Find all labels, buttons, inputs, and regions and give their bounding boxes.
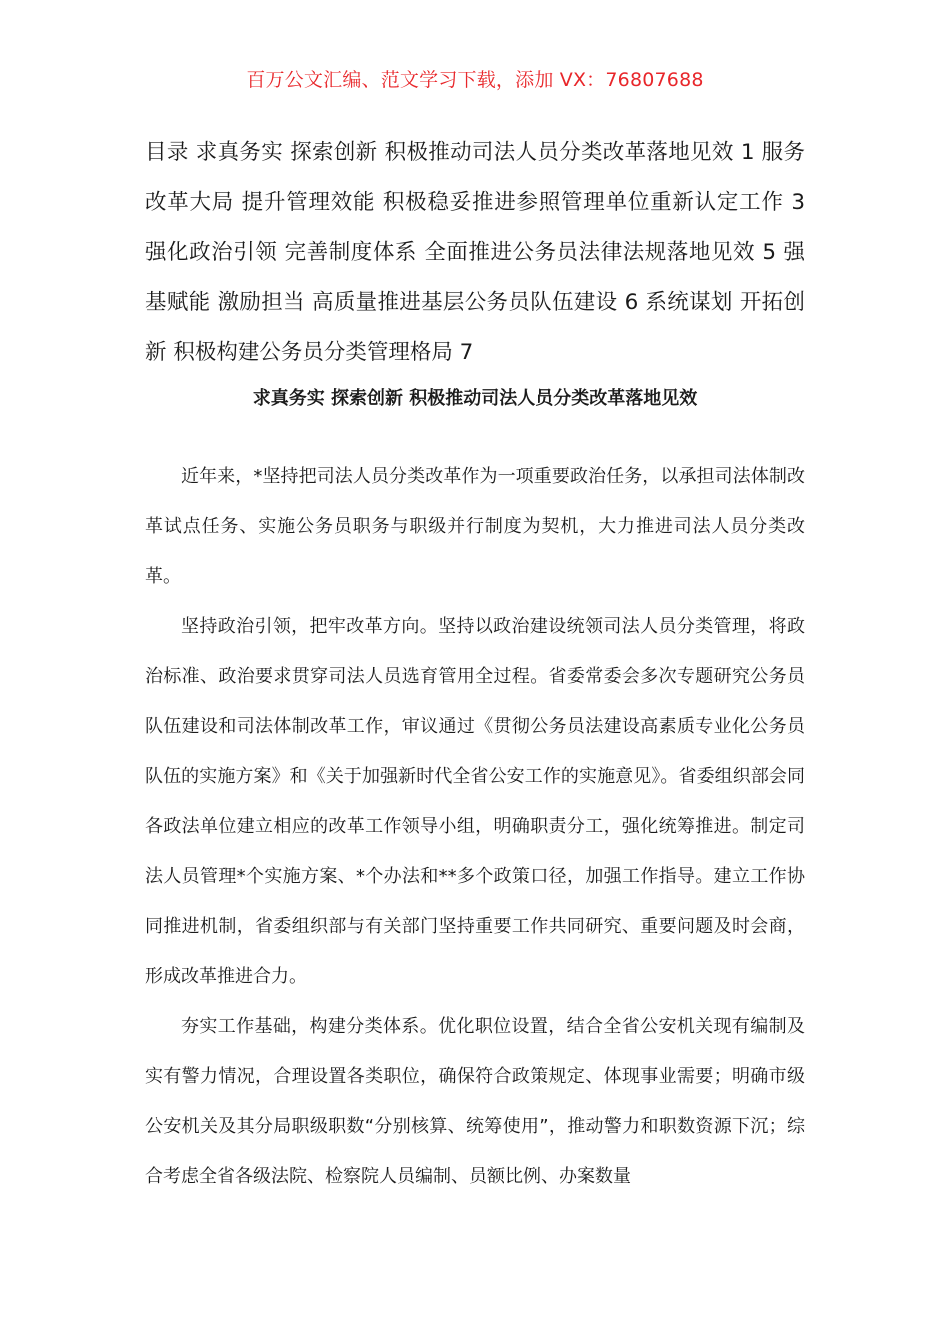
paragraph-work-foundation: 夯实工作基础，构建分类体系。优化职位设置，结合全省公安机关现有编制及实有警力情况，合理设置各类职位，确保符合政策规定、体现事业需要；明确市级公安机关及其分局职级职数“分别核算、统筹使用”，推动警力和职数资源下沉；综合考虑全省各级法院、检察院人员编制、员额比例、办案数量 bbox=[145, 1016, 805, 1187]
body-text bbox=[145, 452, 805, 1202]
paragraph-political-guidance: 坚持政治引领，把牢改革方向。坚持以政治建设统领司法人员分类管理，将政治标准、政治要求贯穿司法人员选育管用全过程。省委常委会多次专题研究公务员队伍建设和司法体制改革工作，审议通过《贯彻公务员法建设高素质专业化公务员队伍的实施方案》和《关于加强新时代全省公安工作的实施意见》。省委组织部会同各政法单位建立相应的改革工作领导小组，明确职责分工，强化统筹推进。制定司法人员管理*个实施方案、*个办法和**多个政策口径，加强工作指导。建立工作协同推进机制，省委组织部与有关部门坚持重要工作共同研究、重要问题及时会商，形成改革推进合力。 bbox=[145, 616, 805, 987]
section-title: 求真务实 探索创新 积极推动司法人员分类改革落地见效 bbox=[252, 388, 698, 409]
promo-banner: 百万公文汇编、范文学习下载，添加 VX：76807688 bbox=[246, 69, 704, 91]
paragraph-intro: 近年来，*坚持把司法人员分类改革作为一项重要政治任务，以承担司法体制改革试点任务、实施公务员职务与职级并行制度为契机，大力推进司法人员分类改革。 bbox=[145, 466, 805, 587]
table-of-contents: 目录 求真务实 探索创新 积极推动司法人员分类改革落地见效 1 服务改革大局 提升管理效能 积极稳妥推进参照管理单位重新认定工作 3 强化政治引领 完善制度体系 全面推进公务员法律法规落地见效 5 强基赋能 激励担当 高质量推进基层公务员队伍建设 6 系统谋划 开拓创新 积极构建公务员分类管理格局 7 bbox=[145, 140, 805, 365]
